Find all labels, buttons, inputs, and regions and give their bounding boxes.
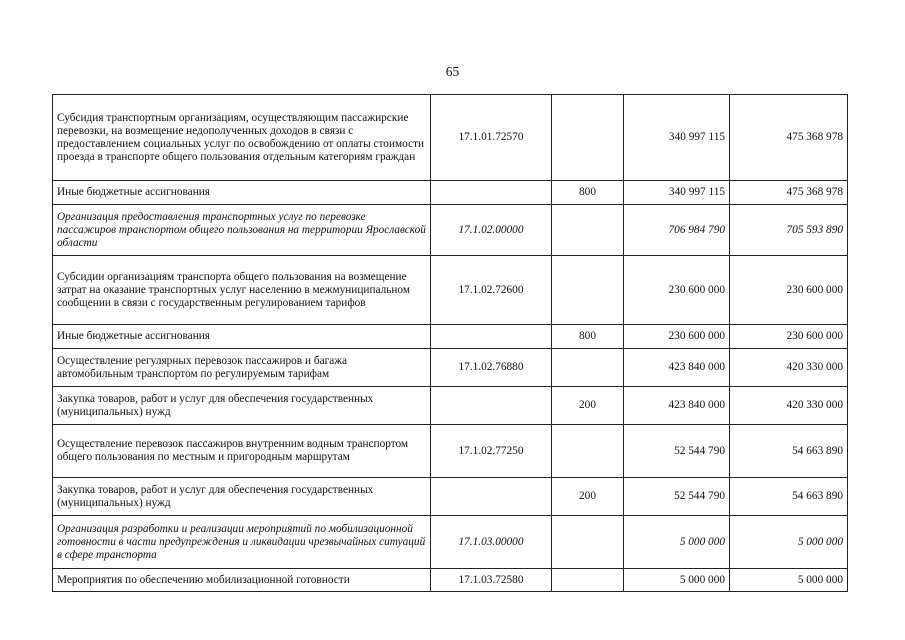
row-sum-year2: 475 368 978: [730, 95, 848, 181]
row-sum-year2: 420 330 000: [730, 387, 848, 425]
row-sum-year1: 5 000 000: [624, 569, 730, 592]
table-row: [53, 349, 848, 387]
row-name: Субсидии организациям транспорта общего пользования на возмещение затрат на оказание транспортных услуг населению в межмуниципальном сообщении в связи с государственным регулированием тарифов: [53, 256, 431, 325]
row-name: Иные бюджетные ассигнования: [53, 181, 431, 205]
row-name: Осуществление перевозок пассажиров внутренним водным транспортом общего пользования по местным и пригородным маршрутам: [53, 425, 431, 478]
row-sum-year1: 5 000 000: [624, 516, 730, 569]
table-row: [53, 425, 848, 478]
table-row: [53, 516, 848, 569]
row-sum-year2: 420 330 000: [730, 349, 848, 387]
row-expense-type: 800: [552, 325, 624, 349]
table-row: [53, 256, 848, 325]
row-expense-type: [552, 205, 624, 256]
row-sum-year2: 230 600 000: [730, 325, 848, 349]
row-code: 17.1.03.72580: [431, 569, 552, 592]
row-name: Мероприятия по обеспечению мобилизационной готовности: [53, 569, 431, 592]
table-row: [53, 387, 848, 425]
row-sum-year1: 52 544 790: [624, 425, 730, 478]
row-sum-year1: 423 840 000: [624, 349, 730, 387]
budget-table: [52, 94, 848, 592]
row-sum-year2: 230 600 000: [730, 256, 848, 325]
row-sum-year1: 230 600 000: [624, 325, 730, 349]
row-sum-year2: 475 368 978: [730, 181, 848, 205]
row-name: Организация разработки и реализации мероприятий по мобилизационной готовности в части предупреждения и ликвидации чрезвычайных ситуаций в сфере транспорта: [53, 516, 431, 569]
row-code: [431, 478, 552, 516]
row-expense-type: 200: [552, 478, 624, 516]
row-code: 17.1.02.00000: [431, 205, 552, 256]
table-row: [53, 205, 848, 256]
row-expense-type: [552, 349, 624, 387]
row-sum-year2: 54 663 890: [730, 425, 848, 478]
row-expense-type: [552, 425, 624, 478]
row-name: Закупка товаров, работ и услуг для обеспечения государственных (муниципальных) нужд: [53, 387, 431, 425]
row-name: Организация предоставления транспортных услуг по перевозке пассажиров транспортом общего пользования на территории Ярославской области: [53, 205, 431, 256]
row-code: [431, 325, 552, 349]
row-expense-type: [552, 569, 624, 592]
row-name: Закупка товаров, работ и услуг для обеспечения государственных (муниципальных) нужд: [53, 478, 431, 516]
row-sum-year1: 340 997 115: [624, 95, 730, 181]
row-sum-year1: 230 600 000: [624, 256, 730, 325]
row-name: Иные бюджетные ассигнования: [53, 325, 431, 349]
row-expense-type: 200: [552, 387, 624, 425]
table-row: [53, 181, 848, 205]
row-code: 17.1.01.72570: [431, 95, 552, 181]
page-number: 65: [445, 64, 460, 79]
row-sum-year2: 54 663 890: [730, 478, 848, 516]
table-row: [53, 478, 848, 516]
row-name: Осуществление регулярных перевозок пассажиров и багажа автомобильным транспортом по регулируемым тарифам: [53, 349, 431, 387]
row-sum-year1: 52 544 790: [624, 478, 730, 516]
row-sum-year1: 340 997 115: [624, 181, 730, 205]
row-sum-year1: 423 840 000: [624, 387, 730, 425]
row-code: 17.1.03.00000: [431, 516, 552, 569]
row-name: Субсидия транспортным организациям, осуществляющим пассажирские перевозки, на возмещение недополученных доходов в связи с предоставлением социальных услуг по освобождению от оплаты стоимости проезда в транспорте общего пользования отдельным категориям граждан: [53, 95, 431, 181]
row-code: 17.1.02.77250: [431, 425, 552, 478]
row-expense-type: [552, 256, 624, 325]
row-sum-year1: 706 984 790: [624, 205, 730, 256]
row-code: 17.1.02.76880: [431, 349, 552, 387]
table-row: [53, 569, 848, 592]
row-sum-year2: 5 000 000: [730, 569, 848, 592]
row-expense-type: [552, 95, 624, 181]
table-row: [53, 95, 848, 181]
row-expense-type: 800: [552, 181, 624, 205]
row-code: [431, 181, 552, 205]
row-code: 17.1.02.72600: [431, 256, 552, 325]
row-expense-type: [552, 516, 624, 569]
table-row: [53, 325, 848, 349]
row-sum-year2: 705 593 890: [730, 205, 848, 256]
row-code: [431, 387, 552, 425]
row-sum-year2: 5 000 000: [730, 516, 848, 569]
